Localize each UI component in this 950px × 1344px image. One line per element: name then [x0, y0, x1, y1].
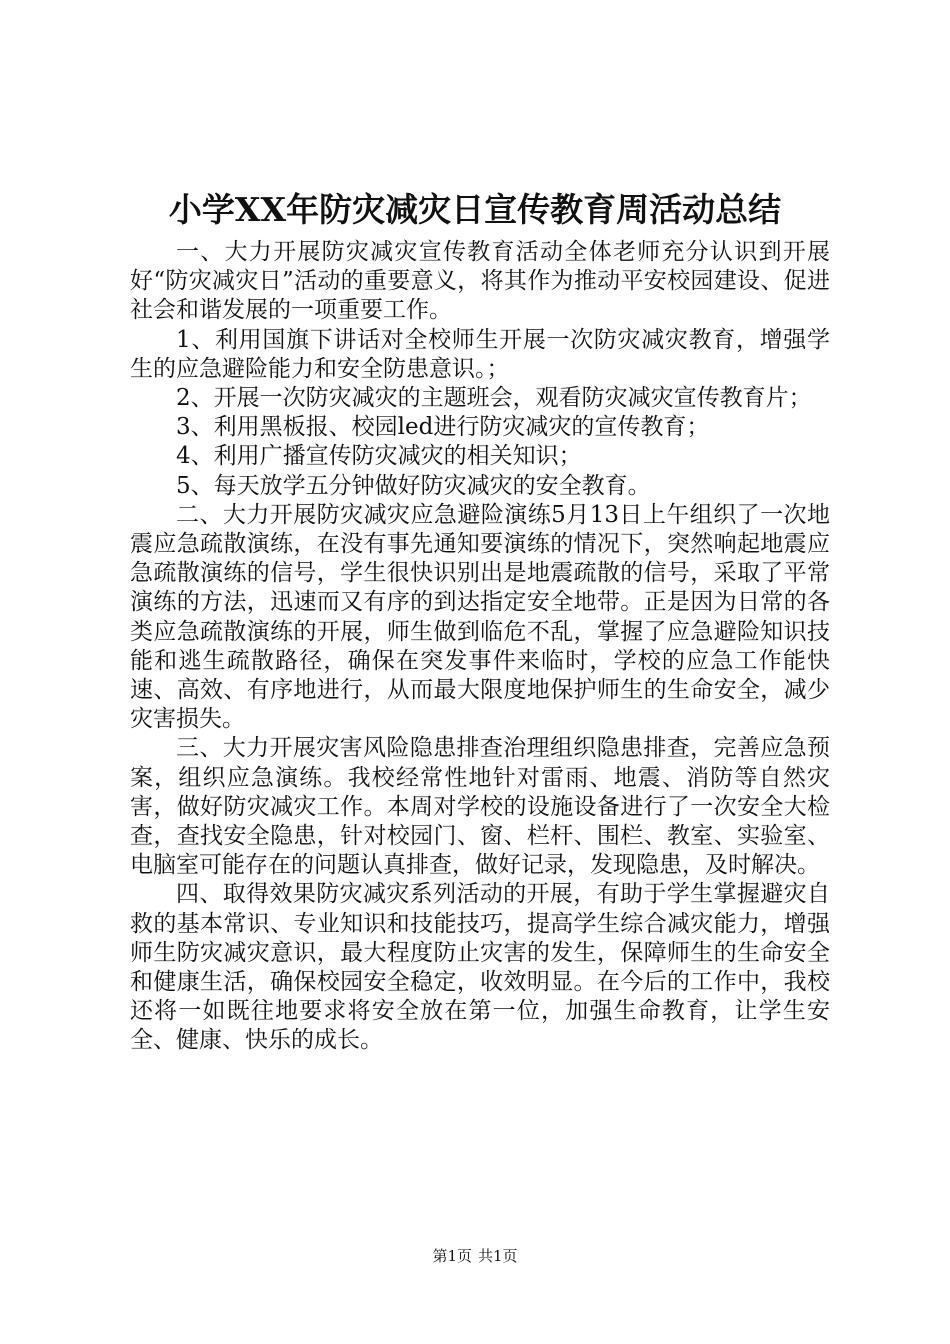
paragraph-item-1: 1、利用国旗下讲话对全校师生开展一次防灾减灾教育，增强学生的应急避险能力和安全防患意识。； [130, 326, 830, 382]
paragraph-section-3: 三、大力开展灾害风险隐患排查治理组织隐患排查，完善应急预案，组织应急演练。我校经常性地针对雷雨、地震、消防等自然灾害，做好防灾减灾工作。本周对学校的设施设备进行了一次安全大检查，查找安全隐患，针对校园门、窗、栏杆、围栏、教室、实验室、电脑室可能存在的问题认真排查，做好记录，发现隐患，及时解决。 [130, 735, 830, 879]
document-title: 小学XX年防灾减灾日宣传教育周活动总结 [168, 190, 782, 229]
paragraph-item-2: 2、开展一次防灾减灾的主题班会，观看防灾减灾宣传教育片； [176, 385, 812, 412]
paragraph-item-3: 3、利用黑板报、校园led进行防灾减灾的宣传教育； [176, 414, 710, 441]
paragraph-item-4: 4、利用广播宣传防灾减灾的相关知识； [176, 443, 582, 470]
page-number-current: 第1页 [432, 1247, 472, 1265]
document-body [130, 238, 830, 1056]
paragraph-section-1: 一、大力开展防灾减灾宣传教育活动全体老师充分认识到开展好“防灾减灾日”活动的重要意义，将其作为推动平安校园建设、促进社会和谐发展的一项重要工作。 [130, 239, 830, 324]
page-footer [0, 1246, 950, 1266]
page-number-total: 共1页 [478, 1247, 518, 1265]
paragraph-section-2: 二、大力开展防灾减灾应急避险演练5月13日上午组织了一次地震应急疏散演练，在没有事先通知要演练的情况下，突然响起地震应急疏散演练的信号，学生很快识别出是地震疏散的信号，采取了平常演练的方法，迅速而又有序的到达指定安全地带。正是因为日常的各类应急疏散演练的开展，师生做到临危不乱，掌握了应急避险知识技能和逃生疏散路径，确保在突发事件来临时，学校的应急工作能快速、高效、有序地进行，从而最大限度地保护师生的生命安全，减少灾害损失。 [130, 501, 830, 733]
paragraph-item-5: 5、每天放学五分钟做好防灾减灾的安全教育。 [176, 472, 651, 499]
paragraph-section-4: 四、取得效果防灾减灾系列活动的开展，有助于学生掌握避灾自救的基本常识、专业知识和技能技巧，提高学生综合减灾能力，增强师生防灾减灾意识，最大程度防止灾害的发生，保障师生的生命安全和健康生活，确保校园安全稳定，收效明显。在今后的工作中，我校还将一如既往地要求将安全放在第一位，加强生命教育，让学生安全、健康、快乐的成长。 [130, 881, 830, 1054]
